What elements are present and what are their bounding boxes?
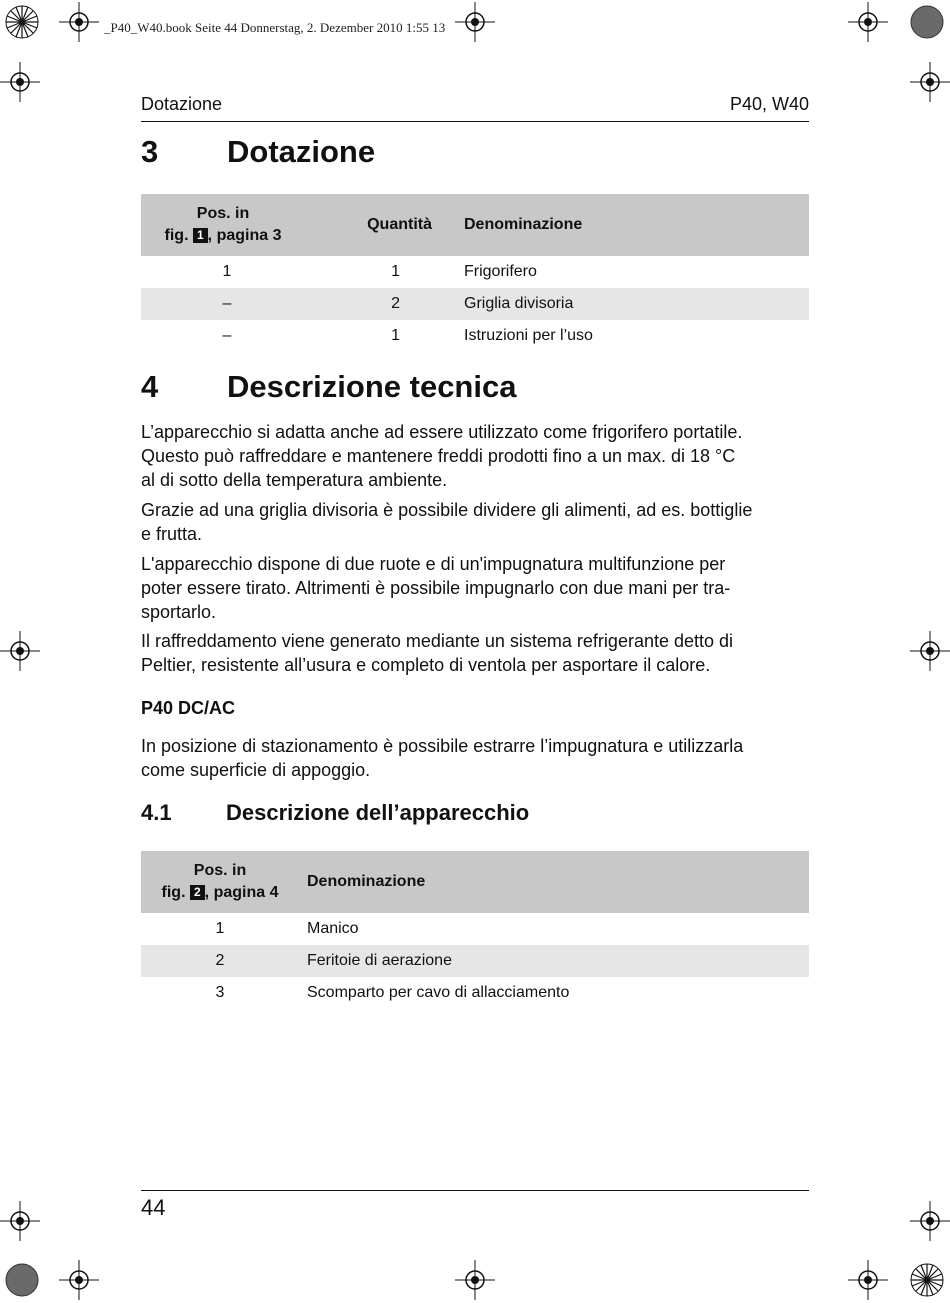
running-header-right: P40, W40 bbox=[729, 94, 809, 114]
paragraph: L’apparecchio si adatta anche ad essere utilizzato come frigorifero portatile. Questo può raffreddare e mantenere freddi prodotti fino a un max. di 18 °C al di sotto della temperatura ambiente. bbox=[141, 422, 743, 490]
table-row: – 2 Griglia divisoria bbox=[141, 288, 809, 320]
column-header-position: Pos. in fig. 1 , pagina 3 bbox=[141, 194, 305, 256]
print-info: _P40_W40.book Seite 44 Donnerstag, 2. Dezember 2010 1:55 13 bbox=[104, 20, 446, 35]
header-rule bbox=[141, 121, 809, 122]
paragraph: Il raffreddamento viene generato mediante un sistema refrigerante detto di Peltier, resistente all’usura e completo di ventola per asportare il calore. bbox=[141, 631, 734, 675]
table-row: 2 Feritoie di aerazione bbox=[141, 945, 809, 977]
footer-rule bbox=[141, 1190, 809, 1191]
section-4-1-heading bbox=[141, 800, 809, 830]
column-header-quantity: Quantità bbox=[305, 194, 436, 256]
table-row: 1 Manico bbox=[215, 920, 359, 937]
device-parts-table bbox=[141, 851, 809, 1009]
column-header-position: Pos. in fig. 2 , pagina 4 bbox=[141, 851, 299, 913]
column-header-name: Denominazione bbox=[299, 851, 809, 913]
section-3-heading bbox=[141, 134, 809, 174]
page-number: 44 bbox=[141, 1195, 166, 1220]
paragraph: In posizione di stazionamento è possibile estrarre l’impugnatura e utilizzarla come superficie di appoggio. bbox=[141, 736, 744, 780]
figure-number-badge: 1 bbox=[193, 228, 208, 243]
section-title: Descrizione dell’apparecchio bbox=[226, 800, 530, 825]
running-header-left: Dotazione bbox=[141, 94, 223, 114]
figure-number-badge: 2 bbox=[190, 885, 205, 900]
equipment-table bbox=[141, 194, 809, 352]
table-row: – 1 Istruzioni per l’uso bbox=[222, 327, 593, 344]
column-header-name: Denominazione bbox=[436, 194, 809, 256]
table-row: 3 Scomparto per cavo di allacciamento bbox=[215, 984, 570, 1001]
section-number: 4 bbox=[141, 369, 159, 404]
section-number: 3 bbox=[141, 134, 159, 169]
table-header-row bbox=[141, 851, 809, 913]
section-number: 4.1 bbox=[141, 800, 172, 825]
section-4-heading bbox=[141, 369, 809, 409]
table-header-row bbox=[141, 194, 809, 256]
paragraph: L'apparecchio dispone di due ruote e di un'impugnatura multifunzione per poter essere tirato. Altrimenti è possibile impugnarlo con due mani per tra- sportarlo. bbox=[141, 554, 731, 622]
section-title: Dotazione bbox=[227, 134, 376, 169]
table-row: 1 1 Frigorifero bbox=[222, 263, 537, 280]
section-title: Descrizione tecnica bbox=[227, 369, 517, 404]
subheading: P40 DC/AC bbox=[141, 698, 236, 718]
paragraph: Grazie ad una griglia divisoria è possibile dividere gli alimenti, ad es. bottiglie e frutta. bbox=[141, 500, 753, 544]
